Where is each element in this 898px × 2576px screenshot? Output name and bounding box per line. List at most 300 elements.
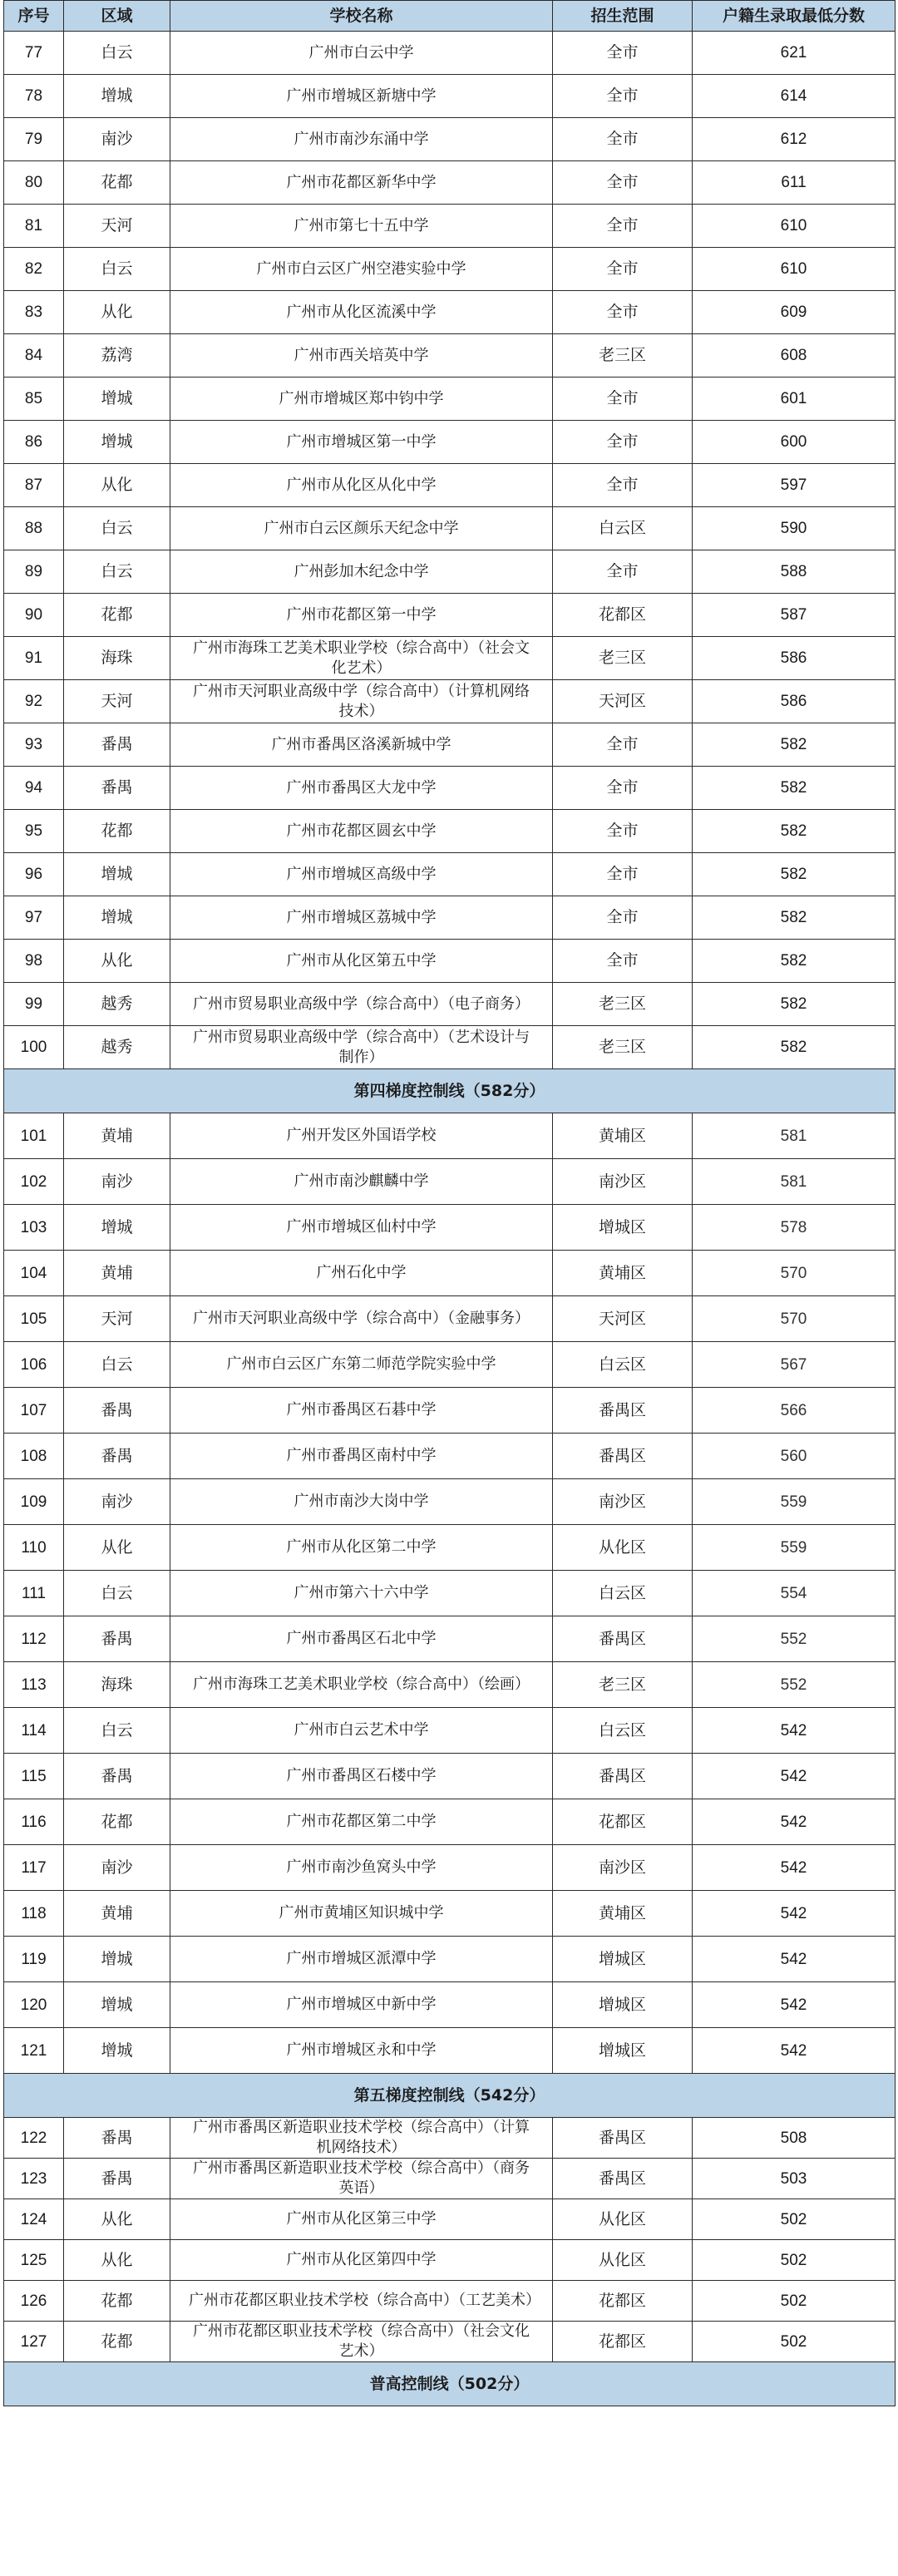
row-scope: 全市 <box>553 291 693 334</box>
row-scope: 全市 <box>553 205 693 248</box>
row-area: 天河 <box>64 205 170 248</box>
row-school-name: 广州市南沙鱼窝头中学 <box>170 1845 553 1891</box>
table-row <box>4 680 896 723</box>
row-school-name: 广州市白云区颜乐天纪念中学 <box>170 507 553 550</box>
row-scope: 番禺区 <box>553 1388 693 1434</box>
table-row <box>4 1388 896 1434</box>
table-row <box>4 853 896 896</box>
table-row <box>4 75 896 118</box>
row-area: 南沙 <box>64 1159 170 1205</box>
row-scope: 全市 <box>553 940 693 983</box>
table-row <box>4 334 896 378</box>
row-area: 番禺 <box>64 723 170 767</box>
table-row <box>4 248 896 291</box>
row-score: 614 <box>693 75 896 118</box>
row-school-name: 广州市增城区仙村中学 <box>170 1205 553 1251</box>
row-area: 番禺 <box>64 2118 170 2159</box>
row-number: 99 <box>4 983 64 1026</box>
control-line-row <box>4 2362 896 2406</box>
row-score: 582 <box>693 940 896 983</box>
table-row <box>4 767 896 810</box>
row-score: 503 <box>693 2159 896 2199</box>
row-scope: 番禺区 <box>553 1616 693 1662</box>
row-area: 增城 <box>64 1205 170 1251</box>
row-area: 海珠 <box>64 637 170 680</box>
row-area: 白云 <box>64 1571 170 1616</box>
row-number: 93 <box>4 723 64 767</box>
row-school-name: 广州石化中学 <box>170 1251 553 1296</box>
row-scope: 南沙区 <box>553 1159 693 1205</box>
row-school-name: 广州市白云艺术中学 <box>170 1708 553 1754</box>
row-score: 559 <box>693 1479 896 1525</box>
table-row <box>4 421 896 464</box>
table-row <box>4 1891 896 1937</box>
row-score: 609 <box>693 291 896 334</box>
row-scope: 从化区 <box>553 1525 693 1571</box>
row-score: 552 <box>693 1662 896 1708</box>
row-area: 海珠 <box>64 1662 170 1708</box>
row-score: 581 <box>693 1159 896 1205</box>
row-area: 花都 <box>64 2322 170 2362</box>
row-school-name: 广州市天河职业高级中学（综合高中）（金融事务） <box>170 1296 553 1342</box>
table-row <box>4 161 896 205</box>
row-area: 白云 <box>64 507 170 550</box>
row-school-name: 广州市南沙麒麟中学 <box>170 1159 553 1205</box>
row-score: 582 <box>693 810 896 853</box>
row-school-name: 广州市白云区广州空港实验中学 <box>170 248 553 291</box>
row-number: 103 <box>4 1205 64 1251</box>
table-row <box>4 1937 896 1982</box>
row-area: 从化 <box>64 2240 170 2281</box>
row-scope: 黄埔区 <box>553 1113 693 1159</box>
row-school-name: 广州市增城区第一中学 <box>170 421 553 464</box>
table-row <box>4 32 896 75</box>
row-scope: 花都区 <box>553 2322 693 2362</box>
row-number: 77 <box>4 32 64 75</box>
row-score: 582 <box>693 767 896 810</box>
table-row <box>4 896 896 940</box>
row-scope: 增城区 <box>553 1937 693 1982</box>
row-score: 610 <box>693 205 896 248</box>
row-scope: 全市 <box>553 421 693 464</box>
row-score: 621 <box>693 32 896 75</box>
row-area: 南沙 <box>64 1845 170 1891</box>
row-score: 582 <box>693 1026 896 1069</box>
control-line-label: 第四梯度控制线（582分） <box>4 1069 896 1113</box>
row-area: 从化 <box>64 1525 170 1571</box>
row-scope: 全市 <box>553 32 693 75</box>
table-row <box>4 940 896 983</box>
row-area: 从化 <box>64 2199 170 2240</box>
row-scope: 花都区 <box>553 2281 693 2322</box>
table-row <box>4 2281 896 2322</box>
table-row <box>4 1616 896 1662</box>
control-line-row <box>4 2074 896 2118</box>
table-row <box>4 2199 896 2240</box>
table-row <box>4 1845 896 1891</box>
table-row <box>4 550 896 594</box>
row-scope: 白云区 <box>553 1571 693 1616</box>
row-number: 92 <box>4 680 64 723</box>
table-row <box>4 723 896 767</box>
row-area: 南沙 <box>64 118 170 161</box>
row-area: 天河 <box>64 680 170 723</box>
header-scope: 招生范围 <box>553 1 693 32</box>
row-area: 从化 <box>64 940 170 983</box>
row-score: 582 <box>693 896 896 940</box>
table-row <box>4 1113 896 1159</box>
row-scope: 白云区 <box>553 507 693 550</box>
row-number: 106 <box>4 1342 64 1388</box>
row-area: 花都 <box>64 810 170 853</box>
row-area: 越秀 <box>64 1026 170 1069</box>
row-scope: 从化区 <box>553 2240 693 2281</box>
row-school-name: 广州市从化区第二中学 <box>170 1525 553 1571</box>
row-area: 花都 <box>64 594 170 637</box>
row-number: 82 <box>4 248 64 291</box>
row-score: 570 <box>693 1296 896 1342</box>
row-score: 608 <box>693 334 896 378</box>
row-school-name: 广州市天河职业高级中学（综合高中）（计算机网络技术） <box>170 680 553 723</box>
row-school-name: 广州市番禺区石楼中学 <box>170 1754 553 1799</box>
row-number: 102 <box>4 1159 64 1205</box>
row-school-name: 广州市增城区郑中钧中学 <box>170 378 553 421</box>
row-scope: 老三区 <box>553 334 693 378</box>
row-score: 542 <box>693 1754 896 1799</box>
row-number: 81 <box>4 205 64 248</box>
row-scope: 老三区 <box>553 1026 693 1069</box>
row-score: 586 <box>693 680 896 723</box>
row-score: 542 <box>693 2028 896 2074</box>
row-number: 126 <box>4 2281 64 2322</box>
header-no: 序号 <box>4 1 64 32</box>
row-score: 542 <box>693 1845 896 1891</box>
row-school-name: 广州市西关培英中学 <box>170 334 553 378</box>
table-row <box>4 2159 896 2199</box>
row-school-name: 广州市番禺区新造职业技术学校（综合高中）（商务英语） <box>170 2159 553 2199</box>
row-number: 124 <box>4 2199 64 2240</box>
row-school-name: 广州市番禺区石碁中学 <box>170 1388 553 1434</box>
row-area: 增城 <box>64 2028 170 2074</box>
row-school-name: 广州市黄埔区知识城中学 <box>170 1891 553 1937</box>
table-row <box>4 1159 896 1205</box>
row-area: 从化 <box>64 464 170 507</box>
row-score: 542 <box>693 1891 896 1937</box>
table-row <box>4 1026 896 1069</box>
table-row <box>4 1205 896 1251</box>
row-area: 番禺 <box>64 1388 170 1434</box>
table-row <box>4 1708 896 1754</box>
row-school-name: 广州市增城区高级中学 <box>170 853 553 896</box>
table-row <box>4 2118 896 2159</box>
row-score: 502 <box>693 2322 896 2362</box>
row-number: 117 <box>4 1845 64 1891</box>
row-school-name: 广州市增城区中新中学 <box>170 1982 553 2028</box>
row-number: 89 <box>4 550 64 594</box>
row-score: 542 <box>693 1937 896 1982</box>
control-line-row <box>4 1069 896 1113</box>
row-scope: 白云区 <box>553 1708 693 1754</box>
row-score: 566 <box>693 1388 896 1434</box>
row-scope: 全市 <box>553 464 693 507</box>
row-score: 581 <box>693 1113 896 1159</box>
table-row <box>4 118 896 161</box>
row-scope: 全市 <box>553 767 693 810</box>
row-area: 增城 <box>64 896 170 940</box>
row-scope: 番禺区 <box>553 1754 693 1799</box>
row-scope: 老三区 <box>553 983 693 1026</box>
table-row <box>4 594 896 637</box>
row-area: 花都 <box>64 161 170 205</box>
row-number: 96 <box>4 853 64 896</box>
row-school-name: 广州市增城区永和中学 <box>170 2028 553 2074</box>
row-school-name: 广州市花都区职业技术学校（综合高中）（社会文化艺术） <box>170 2322 553 2362</box>
table-row <box>4 1434 896 1479</box>
row-school-name: 广州市海珠工艺美术职业学校（综合高中）（社会文化艺术） <box>170 637 553 680</box>
row-score: 542 <box>693 1799 896 1845</box>
row-score: 588 <box>693 550 896 594</box>
row-number: 94 <box>4 767 64 810</box>
row-number: 127 <box>4 2322 64 2362</box>
row-school-name: 广州市增城区派潭中学 <box>170 1937 553 1982</box>
row-area: 番禺 <box>64 1616 170 1662</box>
row-score: 597 <box>693 464 896 507</box>
row-score: 502 <box>693 2240 896 2281</box>
row-score: 542 <box>693 1708 896 1754</box>
row-number: 101 <box>4 1113 64 1159</box>
control-line-label: 普高控制线（502分） <box>4 2362 896 2406</box>
table-row <box>4 637 896 680</box>
row-school-name: 广州市南沙大岗中学 <box>170 1479 553 1525</box>
row-number: 121 <box>4 2028 64 2074</box>
row-score: 552 <box>693 1616 896 1662</box>
row-number: 79 <box>4 118 64 161</box>
row-number: 105 <box>4 1296 64 1342</box>
row-score: 582 <box>693 853 896 896</box>
row-number: 114 <box>4 1708 64 1754</box>
row-area: 黄埔 <box>64 1251 170 1296</box>
row-school-name: 广州市番禺区洛溪新城中学 <box>170 723 553 767</box>
row-score: 587 <box>693 594 896 637</box>
table-row <box>4 1479 896 1525</box>
table-row <box>4 464 896 507</box>
row-score: 578 <box>693 1205 896 1251</box>
row-scope: 南沙区 <box>553 1845 693 1891</box>
row-scope: 增城区 <box>553 1982 693 2028</box>
row-area: 增城 <box>64 421 170 464</box>
row-school-name: 广州市贸易职业高级中学（综合高中）（艺术设计与制作） <box>170 1026 553 1069</box>
row-number: 87 <box>4 464 64 507</box>
row-scope: 增城区 <box>553 1205 693 1251</box>
row-area: 番禺 <box>64 1754 170 1799</box>
row-area: 黄埔 <box>64 1891 170 1937</box>
row-school-name: 广州市番禺区新造职业技术学校（综合高中）（计算机网络技术） <box>170 2118 553 2159</box>
row-area: 白云 <box>64 1342 170 1388</box>
row-number: 110 <box>4 1525 64 1571</box>
row-area: 增城 <box>64 1937 170 1982</box>
row-number: 104 <box>4 1251 64 1296</box>
header-area: 区域 <box>64 1 170 32</box>
row-scope: 花都区 <box>553 594 693 637</box>
row-number: 120 <box>4 1982 64 2028</box>
row-score: 582 <box>693 723 896 767</box>
row-school-name: 广州市番禺区石北中学 <box>170 1616 553 1662</box>
row-school-name: 广州市第六十六中学 <box>170 1571 553 1616</box>
row-number: 112 <box>4 1616 64 1662</box>
row-score: 542 <box>693 1982 896 2028</box>
row-score: 560 <box>693 1434 896 1479</box>
row-school-name: 广州市从化区从化中学 <box>170 464 553 507</box>
row-scope: 黄埔区 <box>553 1251 693 1296</box>
row-score: 570 <box>693 1251 896 1296</box>
table-row <box>4 2322 896 2362</box>
row-area: 白云 <box>64 32 170 75</box>
row-school-name: 广州市花都区第一中学 <box>170 594 553 637</box>
row-school-name: 广州市花都区第二中学 <box>170 1799 553 1845</box>
row-school-name: 广州市从化区第五中学 <box>170 940 553 983</box>
row-area: 白云 <box>64 550 170 594</box>
row-area: 南沙 <box>64 1479 170 1525</box>
row-area: 番禺 <box>64 767 170 810</box>
row-number: 107 <box>4 1388 64 1434</box>
row-area: 白云 <box>64 1708 170 1754</box>
row-area: 番禺 <box>64 2159 170 2199</box>
row-number: 116 <box>4 1799 64 1845</box>
row-scope: 番禺区 <box>553 2118 693 2159</box>
row-number: 109 <box>4 1479 64 1525</box>
row-scope: 全市 <box>553 378 693 421</box>
row-school-name: 广州市增城区新塘中学 <box>170 75 553 118</box>
row-score: 502 <box>693 2199 896 2240</box>
row-school-name: 广州市从化区第四中学 <box>170 2240 553 2281</box>
row-score: 582 <box>693 983 896 1026</box>
row-scope: 全市 <box>553 248 693 291</box>
row-area: 增城 <box>64 75 170 118</box>
table-row <box>4 1799 896 1845</box>
row-number: 123 <box>4 2159 64 2199</box>
table-row <box>4 1662 896 1708</box>
row-number: 108 <box>4 1434 64 1479</box>
row-number: 84 <box>4 334 64 378</box>
row-scope: 全市 <box>553 161 693 205</box>
row-score: 559 <box>693 1525 896 1571</box>
row-school-name: 广州市南沙东涌中学 <box>170 118 553 161</box>
row-score: 612 <box>693 118 896 161</box>
row-score: 508 <box>693 2118 896 2159</box>
row-school-name: 广州市花都区圆玄中学 <box>170 810 553 853</box>
row-scope: 增城区 <box>553 2028 693 2074</box>
table-row <box>4 1571 896 1616</box>
row-score: 590 <box>693 507 896 550</box>
table-row <box>4 205 896 248</box>
row-number: 100 <box>4 1026 64 1069</box>
row-number: 122 <box>4 2118 64 2159</box>
table-row <box>4 1251 896 1296</box>
row-area: 黄埔 <box>64 1113 170 1159</box>
row-scope: 从化区 <box>553 2199 693 2240</box>
table-header <box>4 1 896 32</box>
table-row <box>4 1296 896 1342</box>
row-area: 增城 <box>64 378 170 421</box>
table-row <box>4 1754 896 1799</box>
row-school-name: 广州市贸易职业高级中学（综合高中）（电子商务） <box>170 983 553 1026</box>
table-row <box>4 378 896 421</box>
row-score: 611 <box>693 161 896 205</box>
row-area: 白云 <box>64 248 170 291</box>
row-score: 610 <box>693 248 896 291</box>
row-number: 85 <box>4 378 64 421</box>
row-scope: 老三区 <box>553 1662 693 1708</box>
table-body <box>4 32 896 2406</box>
row-score: 586 <box>693 637 896 680</box>
row-scope: 番禺区 <box>553 1434 693 1479</box>
row-school-name: 广州市番禺区大龙中学 <box>170 767 553 810</box>
row-area: 越秀 <box>64 983 170 1026</box>
row-scope: 全市 <box>553 896 693 940</box>
row-area: 花都 <box>64 2281 170 2322</box>
table-row <box>4 2240 896 2281</box>
row-scope: 天河区 <box>553 1296 693 1342</box>
row-number: 113 <box>4 1662 64 1708</box>
admission-score-table <box>3 0 895 2406</box>
row-area: 天河 <box>64 1296 170 1342</box>
row-score: 554 <box>693 1571 896 1616</box>
row-number: 97 <box>4 896 64 940</box>
row-scope: 全市 <box>553 810 693 853</box>
row-number: 125 <box>4 2240 64 2281</box>
header-school: 学校名称 <box>170 1 553 32</box>
control-line-label: 第五梯度控制线（542分） <box>4 2074 896 2118</box>
row-number: 80 <box>4 161 64 205</box>
row-score: 600 <box>693 421 896 464</box>
row-school-name: 广州彭加木纪念中学 <box>170 550 553 594</box>
row-school-name: 广州开发区外国语学校 <box>170 1113 553 1159</box>
row-school-name: 广州市海珠工艺美术职业学校（综合高中）（绘画） <box>170 1662 553 1708</box>
row-score: 502 <box>693 2281 896 2322</box>
header-score: 户籍生录取最低分数 <box>693 1 896 32</box>
row-area: 增城 <box>64 853 170 896</box>
row-number: 88 <box>4 507 64 550</box>
row-school-name: 广州市白云区广东第二师范学院实验中学 <box>170 1342 553 1388</box>
row-number: 86 <box>4 421 64 464</box>
row-scope: 全市 <box>553 550 693 594</box>
row-number: 78 <box>4 75 64 118</box>
row-number: 91 <box>4 637 64 680</box>
row-area: 增城 <box>64 1982 170 2028</box>
row-scope: 黄埔区 <box>553 1891 693 1937</box>
row-scope: 南沙区 <box>553 1479 693 1525</box>
row-number: 119 <box>4 1937 64 1982</box>
row-area: 从化 <box>64 291 170 334</box>
table-row <box>4 983 896 1026</box>
row-number: 115 <box>4 1754 64 1799</box>
row-number: 98 <box>4 940 64 983</box>
row-school-name: 广州市番禺区南村中学 <box>170 1434 553 1479</box>
row-school-name: 广州市花都区新华中学 <box>170 161 553 205</box>
row-school-name: 广州市增城区荔城中学 <box>170 896 553 940</box>
row-number: 118 <box>4 1891 64 1937</box>
row-area: 番禺 <box>64 1434 170 1479</box>
row-score: 567 <box>693 1342 896 1388</box>
row-scope: 花都区 <box>553 1799 693 1845</box>
row-scope: 老三区 <box>553 637 693 680</box>
row-scope: 全市 <box>553 75 693 118</box>
row-scope: 全市 <box>553 723 693 767</box>
row-number: 90 <box>4 594 64 637</box>
row-number: 111 <box>4 1571 64 1616</box>
table-row <box>4 2028 896 2074</box>
table-row <box>4 507 896 550</box>
